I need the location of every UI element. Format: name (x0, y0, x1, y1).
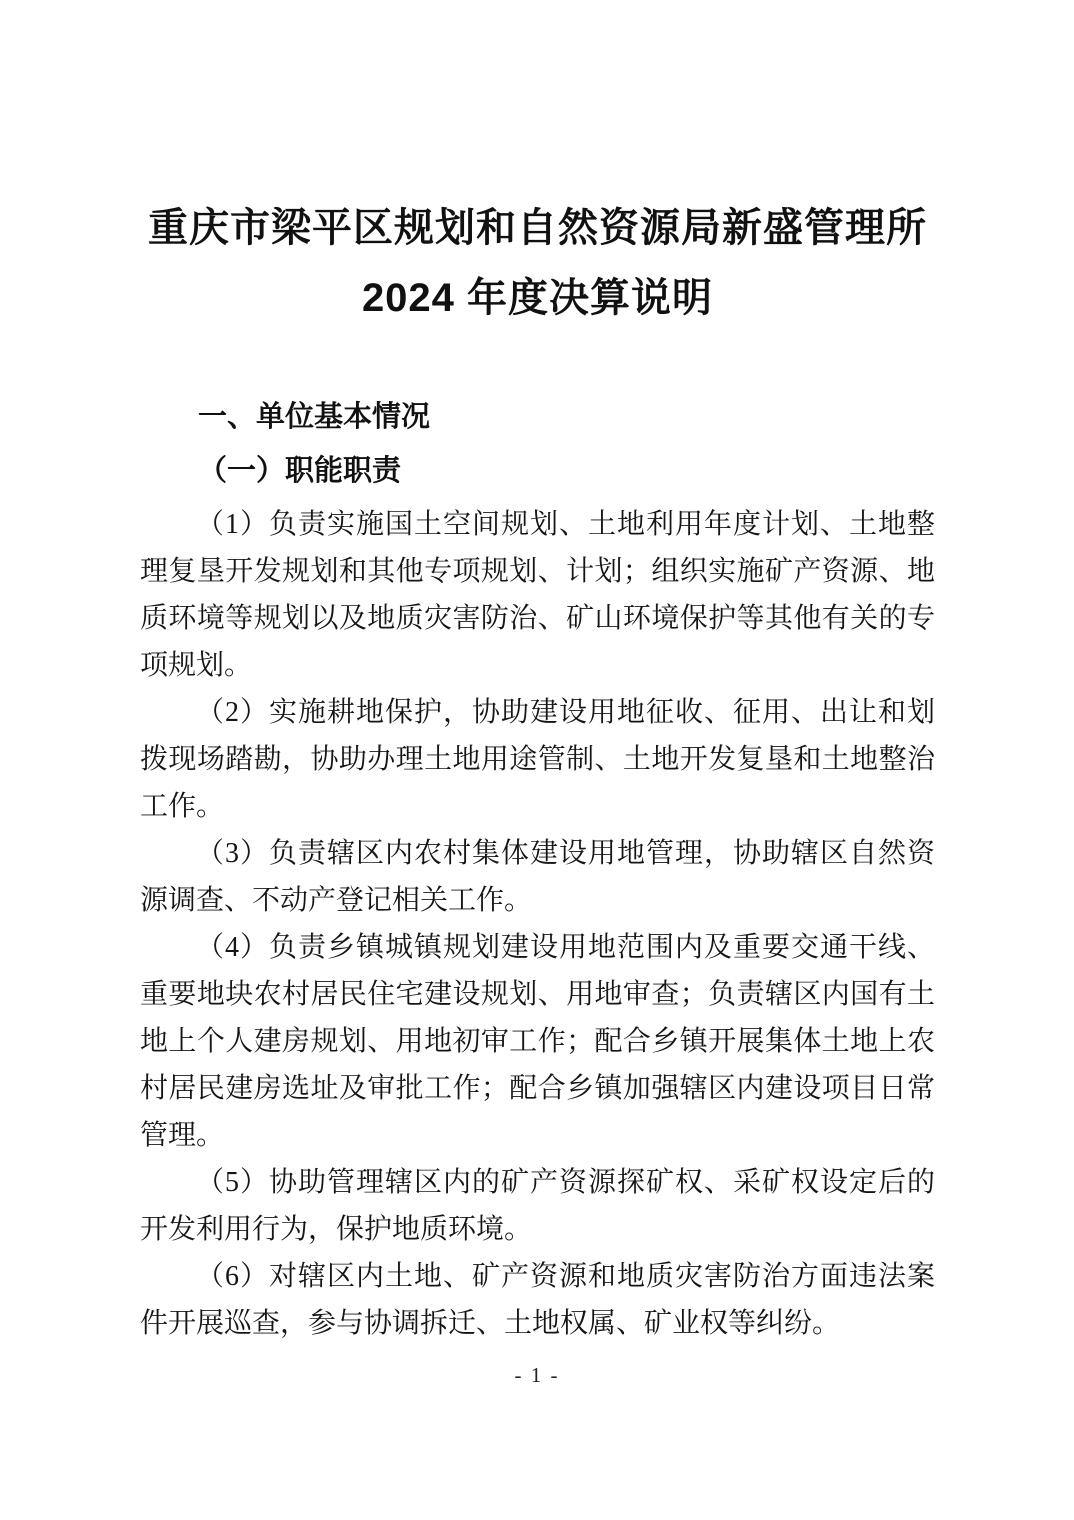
duty-paragraph-1: （1）负责实施国土空间规划、土地利用年度计划、土地整理复垦开发规划和其他专项规划、计划；组织实施矿产资源、地质环境等规划以及地质灾害防治、矿山环境保护等其他有关的专项规划。 (140, 509, 935, 681)
document-title (140, 193, 935, 333)
duty-paragraph-4: （4）负责乡镇城镇规划建设用地范围内及重要交通干线、重要地块农村居民住宅建设规划、用地审查；负责辖区内国有土地上个人建房规划、用地初审工作；配合乡镇开展集体土地上农村居民建房选址及审批工作；配合乡镇加强辖区内建设项目日常管理。 (140, 932, 935, 1151)
duty-paragraph-2: （2）实施耕地保护，协助建设用地征收、征用、出让和划拨现场踏勘，协助办理土地用途管制、土地开发复垦和土地整治工作。 (140, 697, 935, 822)
title-line-2: 2024 年度决算说明 (361, 276, 714, 320)
duty-paragraph-5: （5）协助管理辖区内的矿产资源探矿权、采矿权设定后的开发利用行为，保护地质环境。 (140, 1167, 935, 1245)
title-line-1: 重庆市梁平区规划和自然资源局新盛管理所 (148, 206, 927, 250)
page-number: - 1 - (514, 1363, 560, 1387)
duty-paragraph-6: （6）对辖区内土地、矿产资源和地质灾害防治方面违法案件开展巡查，参与协调拆迁、土地权属、矿业权等纠纷。 (140, 1261, 935, 1339)
duty-paragraph-3: （3）负责辖区内农村集体建设用地管理，协助辖区自然资源调查、不动产登记相关工作。 (140, 838, 935, 916)
section-heading-unit-basic-info: 一、单位基本情况 (198, 401, 431, 433)
subsection-heading-duties: （一）职能职责 (198, 455, 402, 487)
